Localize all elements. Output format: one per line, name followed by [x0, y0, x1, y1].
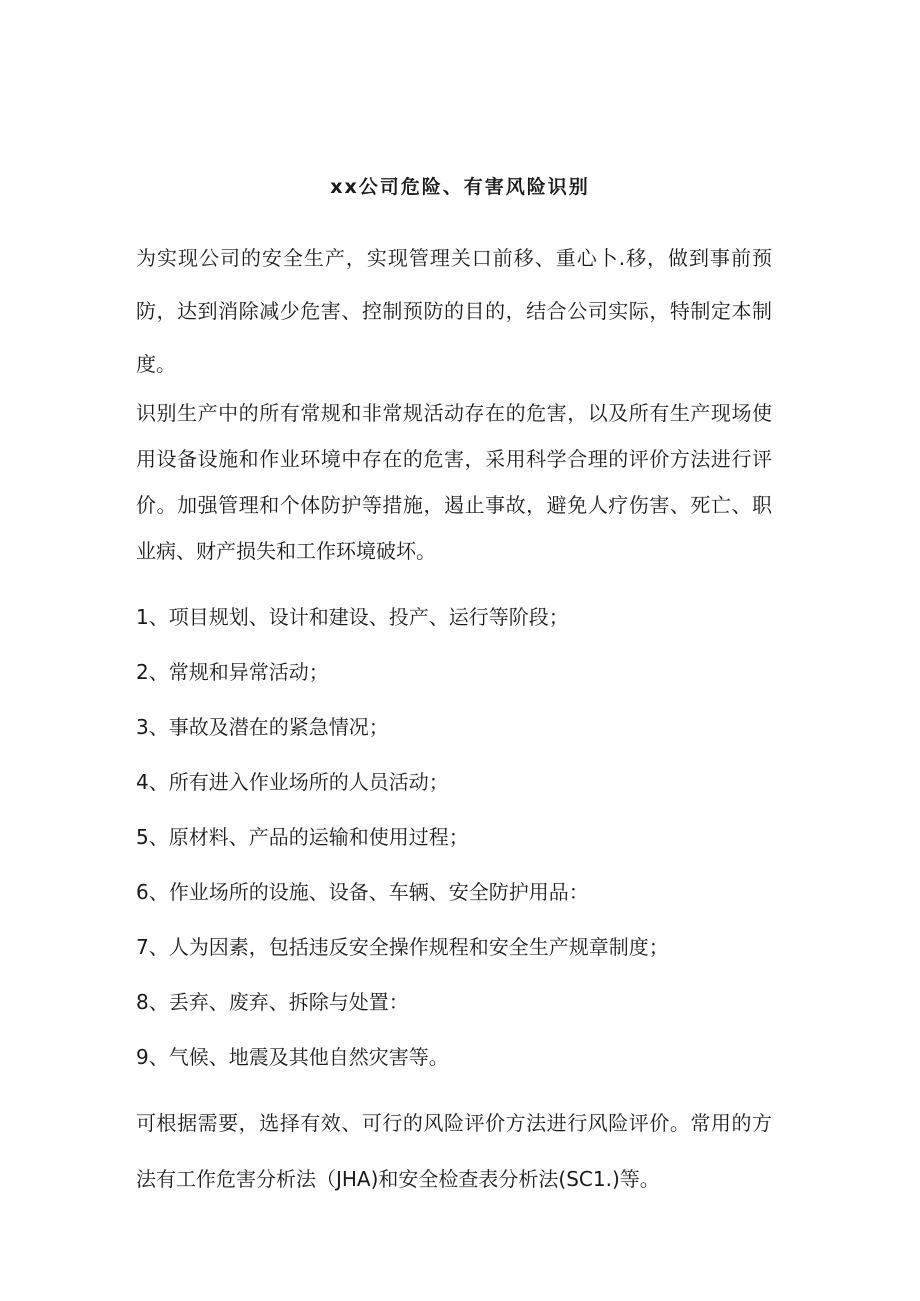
list-item: 2、常规和异常活动；	[136, 660, 329, 684]
document-title: xx公司危险、有害风险识别	[330, 176, 590, 198]
closing-paragraph: 可根据需要，选择有效、可行的风险评价方法进行风险评价。常用的方法有工作危害分析法（JHA)和安全检查表分析法(SC1.)等。	[136, 1111, 772, 1191]
list-item: 1、项目规划、设计和建设、投产、运行等阶段；	[136, 605, 569, 629]
list-item: 3、事故及潜在的紧急情况；	[136, 715, 389, 739]
list-item: 9、气候、地震及其他自然灾害等。	[136, 1045, 449, 1069]
list-item: 6、作业场所的设施、设备、车辆、安全防护用品：	[136, 880, 589, 904]
intro-paragraph: 为实现公司的安全生产，实现管理关口前移、重心卜.移，做到事前预防，达到消除减少危害、控制预防的目的，结合公司实际，特制定本制度。	[136, 246, 772, 376]
scope-paragraph: 识别生产中的所有常规和非常规活动存在的危害，以及所有生产现场使用设备设施和作业环境中存在的危害，采用科学合理的评价方法进行评价。加强管理和个体防护等措施，遏止事故，避免人疗伤害、死亡、职业病、财产损失和工作环境破坏。	[136, 401, 772, 563]
list-item: 7、人为因素，包括违反安全操作规程和安全生产规章制度；	[136, 935, 669, 959]
list-item: 4、所有进入作业场所的人员活动；	[136, 770, 449, 794]
list-item: 5、原材料、产品的运输和使用过程；	[136, 825, 469, 849]
identification-list	[136, 590, 776, 1085]
list-item: 8、丢弃、废弃、拆除与处置：	[136, 990, 409, 1014]
